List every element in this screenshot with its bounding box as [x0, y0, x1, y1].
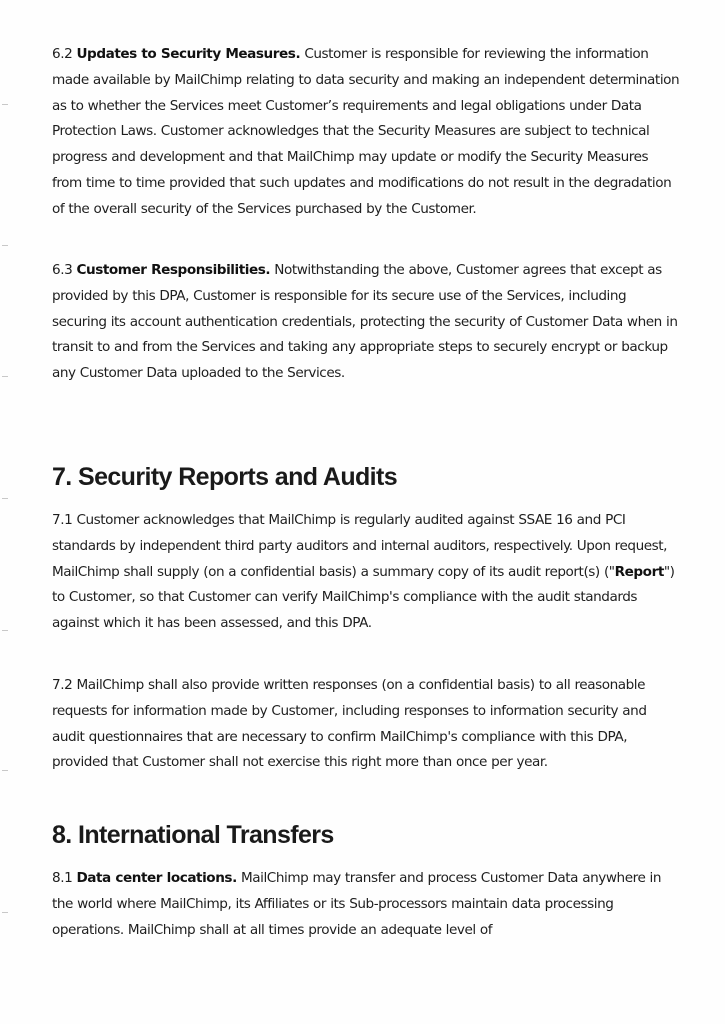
scan-edge-mark — [2, 245, 8, 246]
clause-7-2 — [52, 673, 682, 776]
clause-number: 8.1 — [52, 870, 73, 886]
scan-edge-mark — [2, 104, 8, 105]
clause-6-3 — [52, 258, 682, 387]
scan-edge-mark — [2, 376, 8, 377]
clause-title: Updates to Security Measures. — [76, 46, 301, 62]
clause-number: 6.2 — [52, 46, 73, 62]
clause-text: MailChimp shall also provide written responses (on a confidential basis) to all reasonable requests for information made by Customer, including responses to information security and audit questionnaires that are necessary to confirm MailChimp's compliance with this DPA, provided that Customer shall not exercise this right more than once per year. — [52, 677, 647, 771]
scan-edge-mark — [2, 630, 8, 631]
section-heading-8: 8. International Transfers — [52, 821, 334, 849]
clause-text: Notwithstanding the above, Customer agrees that except as provided by this DPA, Customer is responsible for its secure use of the Services, including securing its account authentication credentials, protecting the security of Customer Data when in transit to and from the Services and taking any appropriate steps to securely encrypt or backup any Customer Data uploaded to the Services. — [52, 262, 678, 382]
clause-7-1 — [52, 508, 682, 637]
clause-text: ") to Customer, so that Customer can verify MailChimp's compliance with the audit standards against which it has been assessed, and this DPA. — [52, 563, 675, 632]
section-heading-7: 7. Security Reports and Audits — [52, 463, 398, 491]
clause-text: Customer acknowledges that MailChimp is regularly audited against SSAE 16 and PCI standards by independent third party auditors and internal auditors, respectively. Upon request, MailChimp shall supply (on a confidential basis) a summary copy of its audit report(s) (" — [52, 512, 668, 580]
scan-edge-mark — [2, 498, 8, 499]
clause-text: Customer is responsible for reviewing the information made available by MailChimp relating to data security and making an independent determination as to whether the Services meet Customer’s requirements and legal obligations under Data Protection Laws. Customer acknowledges that the Security Measures are subject to technical progress and development and that MailChimp may update or modify the Security Measures from time to time provided that such updates and modifications do not result in the degradation of the overall security of the Services purchased by the Customer. — [52, 46, 680, 217]
clause-number: 7.2 — [52, 677, 73, 693]
clause-6-2 — [52, 42, 682, 223]
defined-term-report: Report — [614, 563, 664, 580]
clause-8-1 — [52, 866, 682, 943]
clause-title: Customer Responsibilities. — [76, 262, 271, 278]
scan-edge-mark — [2, 770, 8, 771]
clause-text: MailChimp may transfer and process Customer Data anywhere in the world where MailChimp, its Affiliates or its Sub-processors maintain data processing operations. MailChimp shall at all times provide an adequate level of — [52, 870, 662, 938]
clause-number: 6.3 — [52, 262, 73, 278]
clause-number: 7.1 — [52, 512, 73, 528]
clause-title: Data center locations. — [76, 870, 237, 886]
scan-edge-mark — [2, 912, 8, 913]
